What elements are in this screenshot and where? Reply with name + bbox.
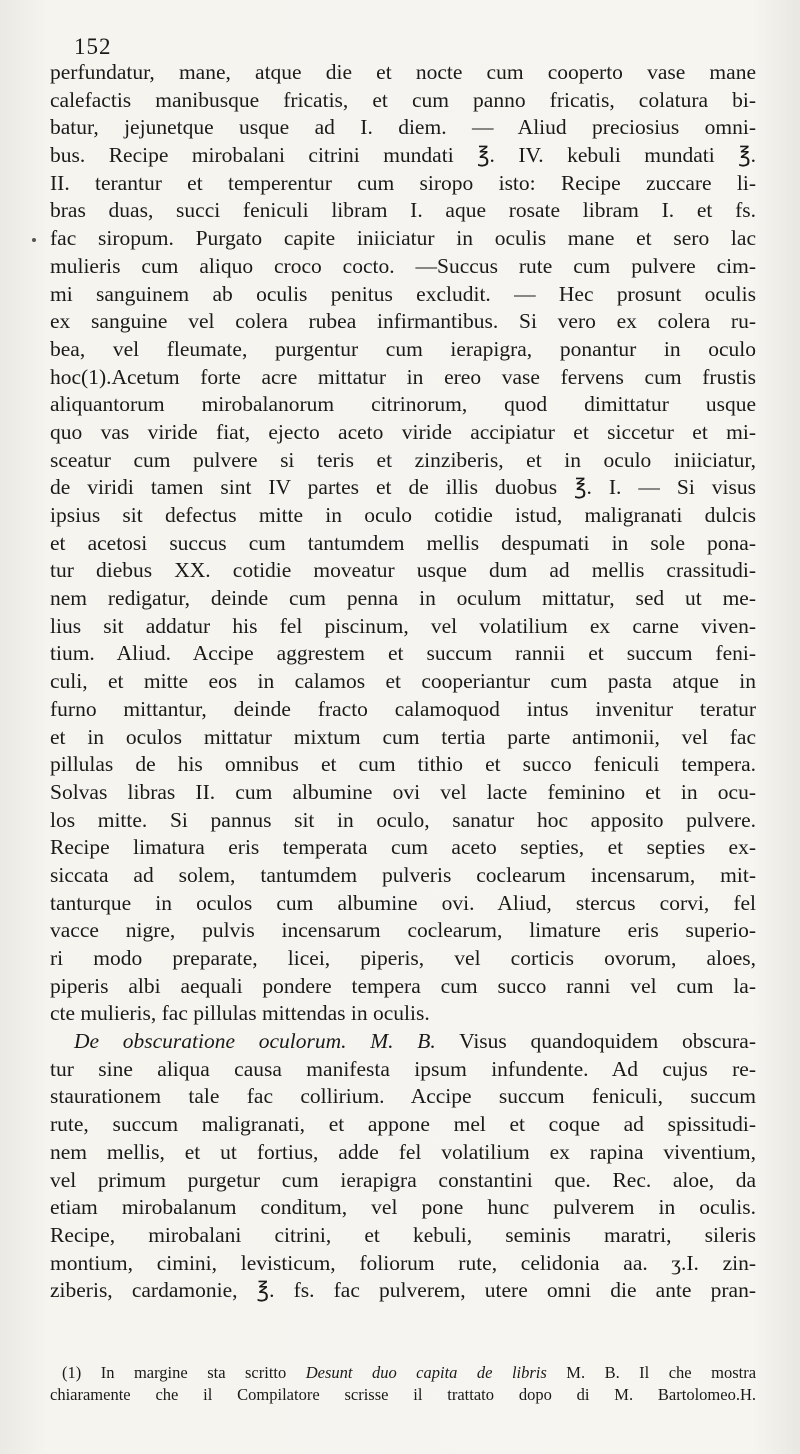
text-line: batur, jejunetque usque ad I. diem. — Aliud preciosius omni- bbox=[50, 115, 756, 140]
text-line: Solvas libras II. cum albumine ovi vel lacte feminino et in ocu- bbox=[50, 779, 756, 804]
text-line: culi, et mitte eos in calamos et cooperiantur cum pasta atque in bbox=[50, 669, 756, 694]
text-line: de viridi tamen sint IV partes et de illis duobus ℥. I. — Si visus bbox=[50, 475, 756, 500]
text-line: sceatur cum pulvere si teris et zinziberis, et in oculo iniiciatur, bbox=[50, 447, 756, 472]
text-line: vel primum purgetur cum ierapigra constantini que. Rec. aloe, da bbox=[50, 1167, 756, 1192]
text-line: furno mittantur, deinde fracto calamoquod intus invenitur teratur bbox=[50, 696, 756, 721]
text-line: los mitte. Si pannus sit in oculo, sanatur hoc apposito pulvere. bbox=[50, 807, 756, 832]
text-line: siccata ad solem, tantumdem pulveris coclearum incensarum, mit- bbox=[50, 862, 756, 887]
text-line: Recipe limatura eris temperata cum aceto septies, et septies ex- bbox=[50, 835, 756, 860]
text-line: ziberis, cardamonie, ℥. fs. fac pulverem, utere omni die ante pran- bbox=[50, 1278, 756, 1303]
text-line: tium. Aliud. Accipe aggrestem et succum rannii et succum feni- bbox=[50, 641, 756, 666]
text-line: pillulas de his omnibus et cum tithio et succo feniculi tempera. bbox=[50, 752, 756, 777]
text-line: tur sine aliqua causa manifesta ipsum infundente. Ad cujus re- bbox=[50, 1056, 756, 1081]
text-line: ri modo preparate, licei, piperis, vel corticis ovorum, aloes, bbox=[50, 946, 756, 970]
section-heading: De obscuratione oculorum. M. B. bbox=[74, 1029, 436, 1054]
text-line: mi sanguinem ab oculis penitus excludit. — Hec prosunt oculis bbox=[50, 281, 756, 306]
footnote-marker: (1) bbox=[62, 1363, 82, 1382]
section-heading-rest: Visus quandoquidem obscura- bbox=[459, 1029, 756, 1054]
footnote bbox=[50, 1362, 756, 1406]
text-line: bus. Recipe mirobalani citrini mundati ℥. IV. kebuli mundati ℥. bbox=[50, 143, 756, 168]
text-line: rute, succum maligranati, et appone mel et coque ad spissitudi- bbox=[50, 1112, 756, 1137]
text-line: nem redigatur, deinde cum penna in oculum mittatur, sed ut me- bbox=[50, 586, 756, 611]
text-line: etiam mirobalanum conditum, vel pone hunc pulverem in oculis. bbox=[50, 1195, 756, 1220]
margin-mark bbox=[32, 238, 36, 242]
text-line: et in oculos mittatur mixtum cum tertia parte antimonii, vel fac bbox=[50, 724, 756, 749]
footnote-line bbox=[50, 1362, 756, 1384]
footnote-text: In margine sta scritto bbox=[100, 1363, 287, 1382]
text-line: et acetosi succus cum tantumdem mellis despumati in sole pona- bbox=[50, 530, 756, 555]
text-line: tanturque in oculos cum albumine ovi. Aliud, stercus corvi, fel bbox=[50, 890, 756, 915]
text-line: fac siropum. Purgato capite iniiciatur in oculis mane et sero lac bbox=[50, 226, 756, 251]
text-line: piperis albi aequali pondere tempera cum succo ranni vel cum la- bbox=[50, 973, 756, 998]
text-line: tur diebus XX. cotidie moveatur usque dum ad mellis crassitudi- bbox=[50, 558, 756, 583]
text-line: staurationem tale fac collirium. Accipe succum feniculi, succum bbox=[50, 1084, 756, 1109]
text-line: calefactis manibusque fricatis, et cum panno fricatis, colatura bi- bbox=[50, 87, 756, 112]
text-line: lius sit addatur his fel piscinum, vel volatilium ex carne viven- bbox=[50, 613, 756, 638]
text-line: bea, vel fleumate, purgentur cum ierapigra, ponantur in oculo bbox=[50, 336, 756, 361]
text-line: quo vas viride fiat, ejecto aceto viride accipiatur et siccetur et mi- bbox=[50, 419, 756, 444]
text-line: aliquantorum mirobalanorum citrinorum, quod dimittatur usque bbox=[50, 392, 756, 417]
text-line: nem mellis, et ut fortius, adde fel volatilium ex rapina viventium, bbox=[50, 1139, 756, 1164]
text-line: bras duas, succi feniculi libram I. aque rosate libram I. et fs. bbox=[50, 198, 756, 223]
text-line: mulieris cum aliquo croco cocto. —Succus rute cum pulvere cim- bbox=[50, 253, 756, 278]
section-heading-line bbox=[50, 1028, 756, 1056]
text-line: hoc(1).Acetum forte acre mittatur in ereo vase fervens cum frustis bbox=[50, 364, 756, 389]
footnote-line: chiaramente che il Compilatore scrisse il trattato dopo di M. Bartolomeo.H. bbox=[50, 1385, 756, 1404]
text-line: ex sanguine vel colera rubea infirmantibus. Si vero ex colera ru- bbox=[50, 309, 756, 334]
text-line: II. terantur et temperentur cum siropo isto: Recipe zuccare li- bbox=[50, 170, 756, 195]
text-line: montium, cimini, levisticum, foliorum rute, celidonia aa. ʒ.I. zin- bbox=[50, 1250, 756, 1275]
footnote-text-cont: M. B. Il che mostra bbox=[566, 1363, 756, 1382]
text-line: perfundatur, mane, atque die et nocte cum cooperto vase mane bbox=[50, 60, 756, 84]
text-line: ipsius sit defectus mitte in oculo cotidie istud, maligranati dulcis bbox=[50, 503, 756, 527]
body-text bbox=[50, 59, 756, 1305]
text-line: Recipe, mirobalani citrini, et kebuli, seminis maratri, sileris bbox=[50, 1222, 756, 1247]
page-number: 152 bbox=[74, 34, 112, 59]
text-line: vacce nigre, pulvis incensarum coclearum, limature eris superio- bbox=[50, 918, 756, 943]
text-line: cte mulieris, fac pillulas mittendas in oculis. bbox=[50, 1001, 430, 1026]
footnote-quote: Desunt duo capita de libris bbox=[305, 1363, 547, 1382]
